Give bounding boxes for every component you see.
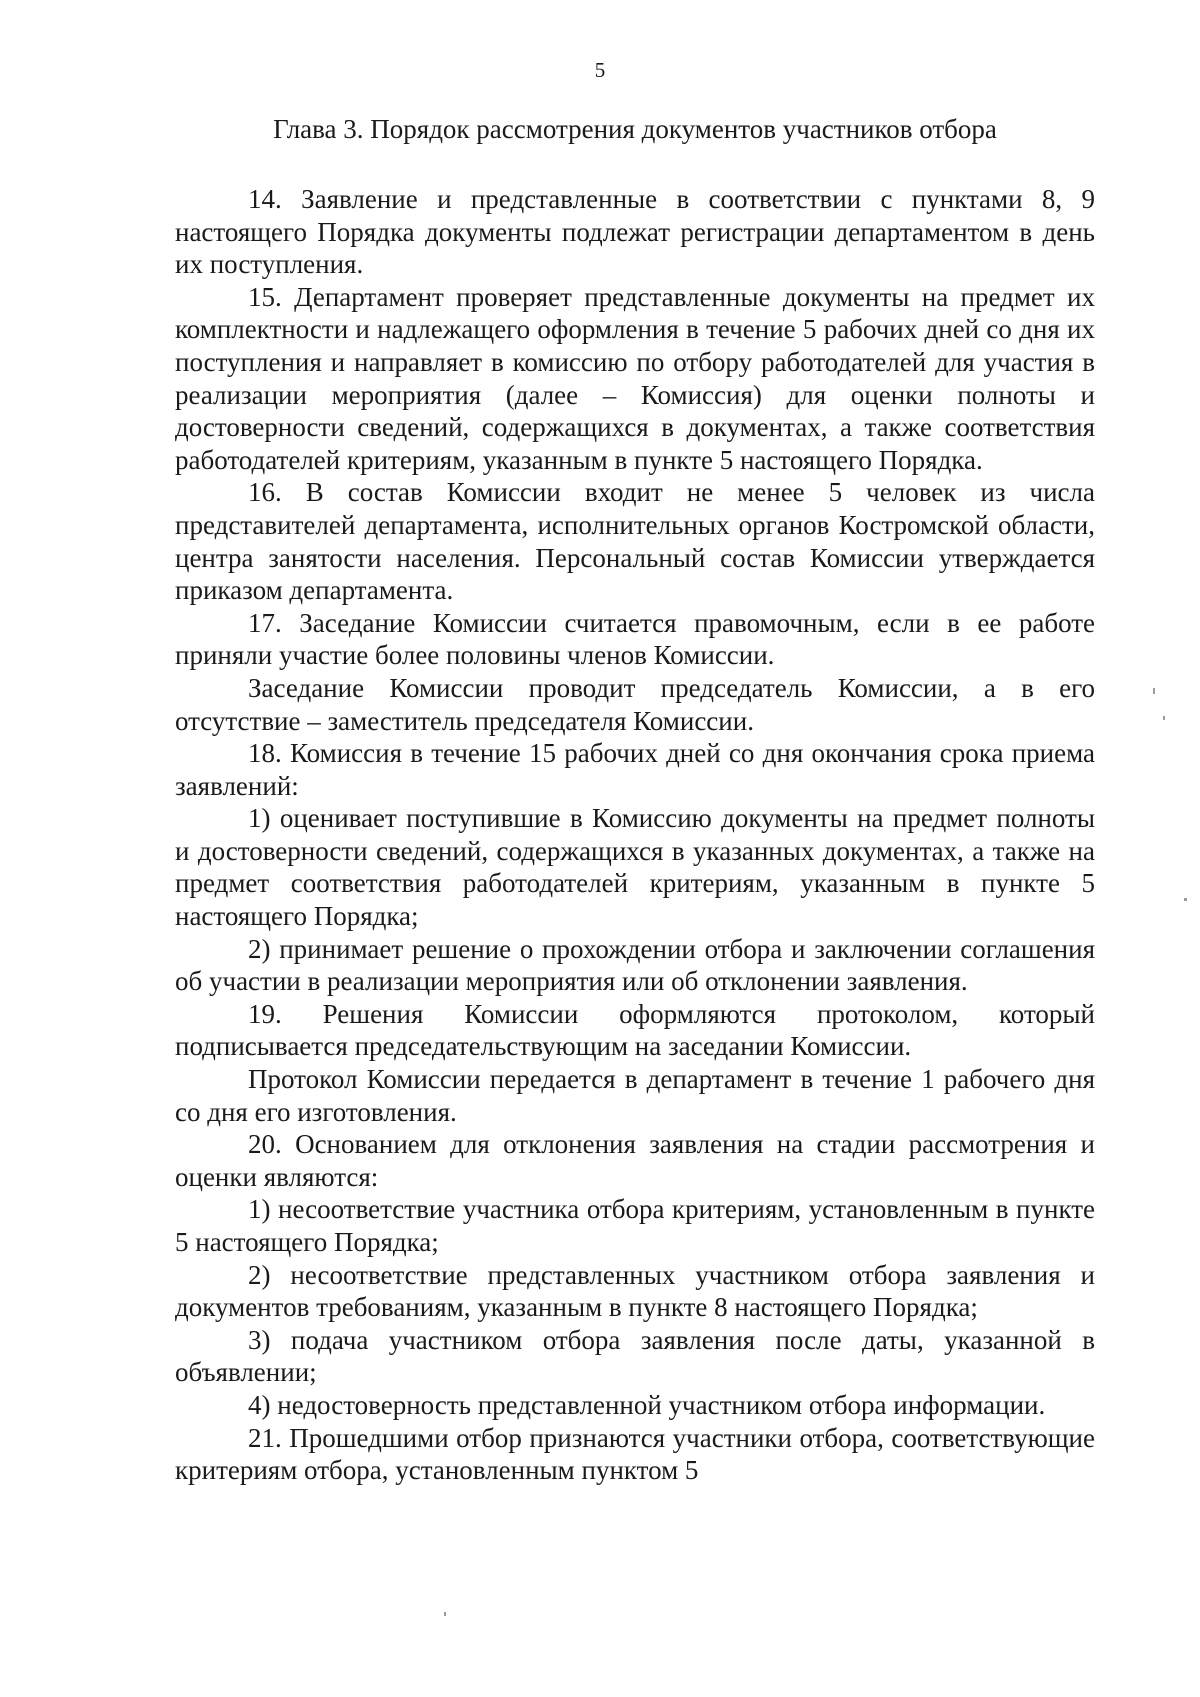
paragraph-18-item-2: 2) принимает решение о прохождении отбора и заключении соглашения об участии в реализации мероприятия или об отклонении заявления.	[175, 933, 1095, 997]
scan-artifact	[1153, 688, 1155, 694]
chapter-title: Глава 3. Порядок рассмотрения документов участников отбора	[273, 114, 997, 144]
paragraph-18-item-1: 1) оценивает поступившие в Комиссию документы на предмет полноты и достоверности сведений, содержащихся в указанных документах, а также на предмет соответствия работодателей критериям, указанным в пункте 5 настоящего Порядка;	[175, 803, 1095, 932]
paragraph-14: 14. Заявление и представленные в соответствии с пунктами 8, 9 настоящего Порядка документы подлежат регистрации департаментом в день их поступления.	[175, 184, 1095, 280]
scan-artifact	[444, 1612, 446, 1616]
paragraph-20-item-2: 2) несоответствие представленных участником отбора заявления и документов требованиям, указанным в пункте 8 настоящего Порядка;	[175, 1259, 1095, 1323]
document-body	[175, 183, 1095, 1487]
scan-artifact	[1163, 716, 1165, 720]
paragraph-20: 20. Основанием для отклонения заявления на стадии рассмотрения и оценки являются:	[175, 1129, 1095, 1192]
page-number: 5	[594, 58, 606, 82]
paragraph-19-protocol: Протокол Комиссии передается в департамент в течение 1 рабочего дня со дня его изготовления.	[175, 1064, 1095, 1127]
paragraph-17-chair: Заседание Комиссии проводит председатель Комиссии, а в его отсутствие – заместитель председателя Комиссии.	[175, 672, 1095, 736]
paragraph-21: 21. Прошедшими отбор признаются участники отбора, соответствующие критериям отбора, установленным пунктом 5	[175, 1422, 1095, 1486]
paragraph-20-item-1: 1) несоответствие участника отбора критериям, установленным в пункте 5 настоящего Порядка;	[175, 1194, 1095, 1257]
paragraph-16: 16. В состав Комиссии входит не менее 5 человек из числа представителей департамента, исполнительных органов Костромской области, центра занятости населения. Персональный состав Комиссии утверждается приказом департамента.	[175, 477, 1095, 606]
scan-artifact	[1184, 898, 1187, 901]
paragraph-17: 17. Заседание Комиссии считается правомочным, если в ее работе приняли участие более половины членов Комиссии.	[175, 607, 1095, 671]
paragraph-20-item-3: 3) подача участником отбора заявления после даты, указанной в объявлении;	[175, 1324, 1095, 1388]
paragraph-20-item-4: 4) недостоверность представленной участником отбора информации.	[248, 1389, 1046, 1420]
paragraph-18: 18. Комиссия в течение 15 рабочих дней со дня окончания срока приема заявлений:	[175, 738, 1095, 801]
paragraph-15: 15. Департамент проверяет представленные документы на предмет их комплектности и надлежащего оформления в течение 5 рабочих дней со дня их поступления и направляет в комиссию по отбору работодателей для участия в реализации мероприятия (далее – Комиссия) для оценки полноты и достоверности сведений, содержащихся в документах, а также соответствия работодателей критериям, указанным в пункте 5 настоящего Порядка.	[175, 281, 1095, 475]
paragraph-19: 19. Решения Комиссии оформляются протоколом, который подписывается председательствующим на заседании Комиссии.	[175, 998, 1095, 1062]
